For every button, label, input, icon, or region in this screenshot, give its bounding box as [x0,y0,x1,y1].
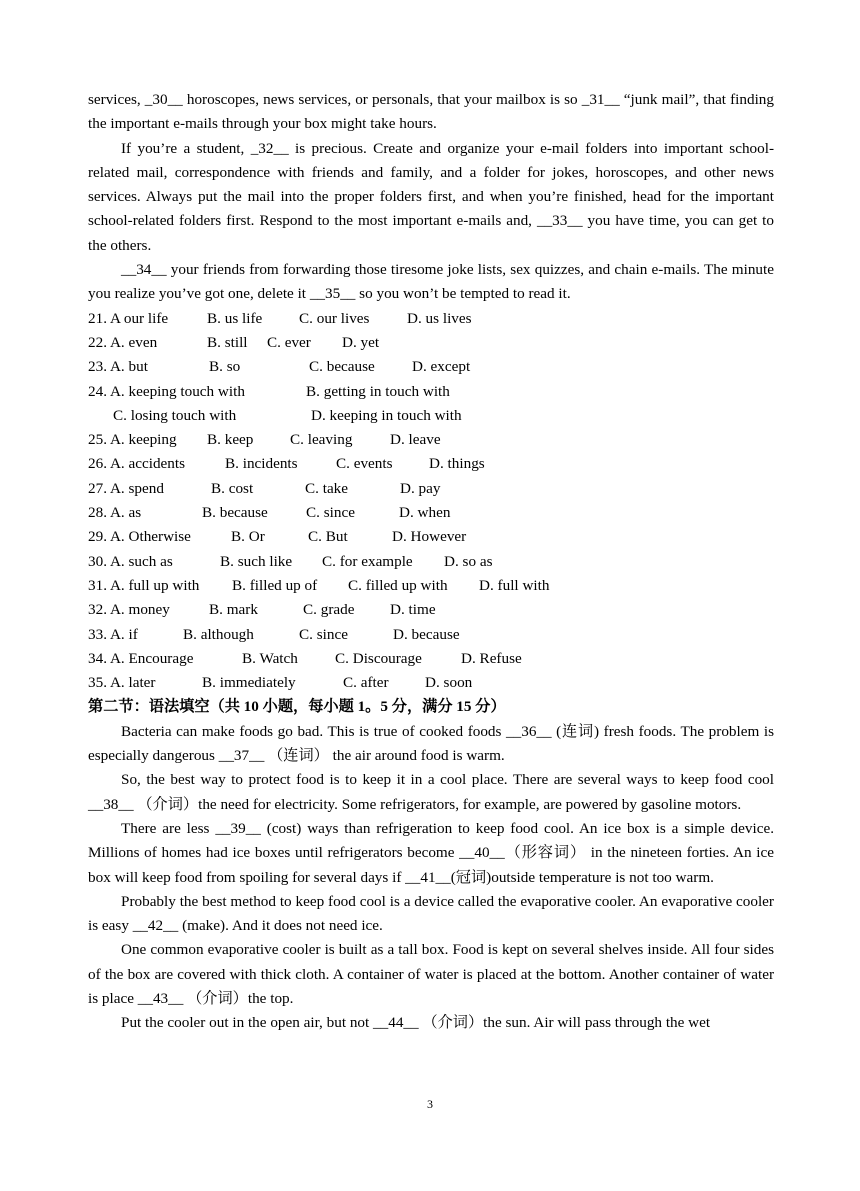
option-choice: 21. A our life [88,309,169,327]
option-choice: D. except [412,358,471,376]
option-choice: C. after [343,674,389,692]
option-row [88,574,774,598]
option-choice: 35. A. later [88,674,156,692]
option-choice: D. keeping in touch with [311,406,462,424]
option-choice: B. such like [220,552,293,570]
option-row [88,525,774,549]
option-choice: D. leave [390,431,441,449]
option-choice: D. Refuse [461,649,522,667]
option-choice: D. full with [479,576,550,594]
option-row [88,501,774,525]
option-choice: C. our lives [299,309,370,327]
option-choice: B. although [183,625,254,643]
option-choice: C. losing touch with [113,406,237,424]
option-row [88,477,774,501]
section2-paragraph: Bacteria can make foods go bad. This is true of cooked foods __36__ (连词) fresh foods. The problem is especially dangerous __37__ （连词） the air around food is warm. [88,722,774,765]
section2-paragraph: Put the cooler out in the open air, but not __44__ （介词）the sun. Air will pass through the wet [121,1014,711,1032]
option-choice: B. us life [207,309,263,327]
option-choice: D. However [392,528,467,546]
option-choice: C. because [309,358,375,376]
option-choice: C. for example [322,552,413,570]
option-choice: B. still [207,333,248,351]
option-choice: C. But [308,528,348,546]
option-choice: B. filled up of [232,576,318,594]
option-choice: C. since [299,625,348,643]
option-choice: C. filled up with [348,576,448,594]
option-choice: 27. A. spend [88,479,164,497]
option-choice: D. when [399,504,451,522]
option-choice: B. keep [207,431,254,449]
option-choice: 26. A. accidents [88,455,186,473]
passage-paragraph: __34__ your friends from forwarding those tiresome joke lists, sex quizzes, and chain e-mails. The minute you realize you’ve got one, delete it __35__ so you won’t be tempted to read it. [88,261,774,303]
option-choice: C. since [306,504,355,522]
option-choice: C. leaving [290,431,353,449]
options-list [88,307,774,696]
option-choice: B. getting in touch with [306,382,450,400]
option-choice: 33. A. if [88,625,138,643]
option-choice: B. mark [209,601,258,619]
option-choice: D. things [429,455,485,473]
option-choice: B. so [209,358,241,376]
option-choice: D. time [390,601,436,619]
option-row [88,598,774,622]
option-choice: C. Discourage [335,649,422,667]
option-row [88,404,774,428]
option-choice: B. cost [211,479,254,497]
option-row [88,452,774,476]
option-choice: C. grade [303,601,355,619]
option-choice: C. ever [267,333,311,351]
option-choice: B. incidents [225,455,298,473]
section2-paragraph: Probably the best method to keep food cool is a device called the evaporative cooler. An evaporative cooler is easy __42__ (make). And it does not need ice. [88,892,774,935]
option-choice: B. Watch [242,649,298,667]
option-choice: C. take [305,479,349,497]
document-page [88,88,774,1036]
option-choice: B. immediately [202,674,296,692]
option-row [88,355,774,379]
passage-paragraph: services, _30__ horoscopes, news services, or personals, that your mailbox is so _31__ “junk mail”, that finding the important e-mails through your box might take hours. [88,91,774,133]
option-row [88,647,774,671]
option-row [88,623,774,647]
option-choice: D. soon [425,674,473,692]
option-choice: B. because [202,504,268,522]
option-row [88,671,774,695]
option-choice: D. because [393,625,460,643]
option-choice: 25. A. keeping [88,431,177,449]
option-row [88,380,774,404]
option-choice: 24. A. keeping touch with [88,382,245,400]
option-choice: 23. A. but [88,358,148,376]
option-row [88,428,774,452]
passage-paragraph: If you’re a student, _32__ is precious. Create and organize your e-mail folders into important school-related mail, correspondence with friends and family, and a folder for jokes, horoscopes, and other news services. Always put the mail into the proper folders first, and when you’re finished, head for the important school-related folders first. Respond to the most important e-mails and, __33__ you have time, you can get to the others. [88,139,774,254]
section2-paragraph: One common evaporative cooler is built as a tall box. Food is kept on several shelves inside. All four sides of the box are covered with thick cloth. A container of water is placed at the bottom. Another container of water is place __43__ （介词）the top. [88,941,774,1007]
option-choice: D. so as [444,552,493,570]
option-choice: 30. A. such as [88,552,173,570]
option-choice: B. Or [231,528,265,546]
option-row [88,307,774,331]
option-choice: D. yet [342,333,380,351]
option-choice: 28. A. as [88,504,142,522]
option-row [88,331,774,355]
section2-paragraph: There are less __39__ (cost) ways than refrigeration to keep food cool. An ice box is a simple device. Millions of homes had ice boxes until refrigerators become __40__（形容词） in the nineteen forties. An ice box will keep food from spoiling for several days if __41__(冠词)outside temperature is not too warm. [88,819,774,886]
section2-paragraph: So, the best way to protect food is to keep it in a cool place. There are several ways to keep food cool __38__ （介词）the need for electricity. Some refrigerators, for example, are powered by gasoline motors. [88,771,774,813]
option-choice: C. events [336,455,393,473]
option-choice: D. pay [400,479,441,497]
option-choice: 31. A. full up with [88,576,200,594]
option-choice: 34. A. Encourage [88,649,194,667]
section-title: 第二节：语法填空（共 10 小题，每小题 1。5 分，满分 15 分） [88,698,506,716]
option-choice: D. us lives [407,309,472,327]
option-row [88,550,774,574]
option-choice: 22. A. even [88,333,158,351]
option-choice: 32. A. money [88,601,170,619]
option-choice: 29. A. Otherwise [88,528,191,546]
page-number: 3 [427,1097,433,1111]
